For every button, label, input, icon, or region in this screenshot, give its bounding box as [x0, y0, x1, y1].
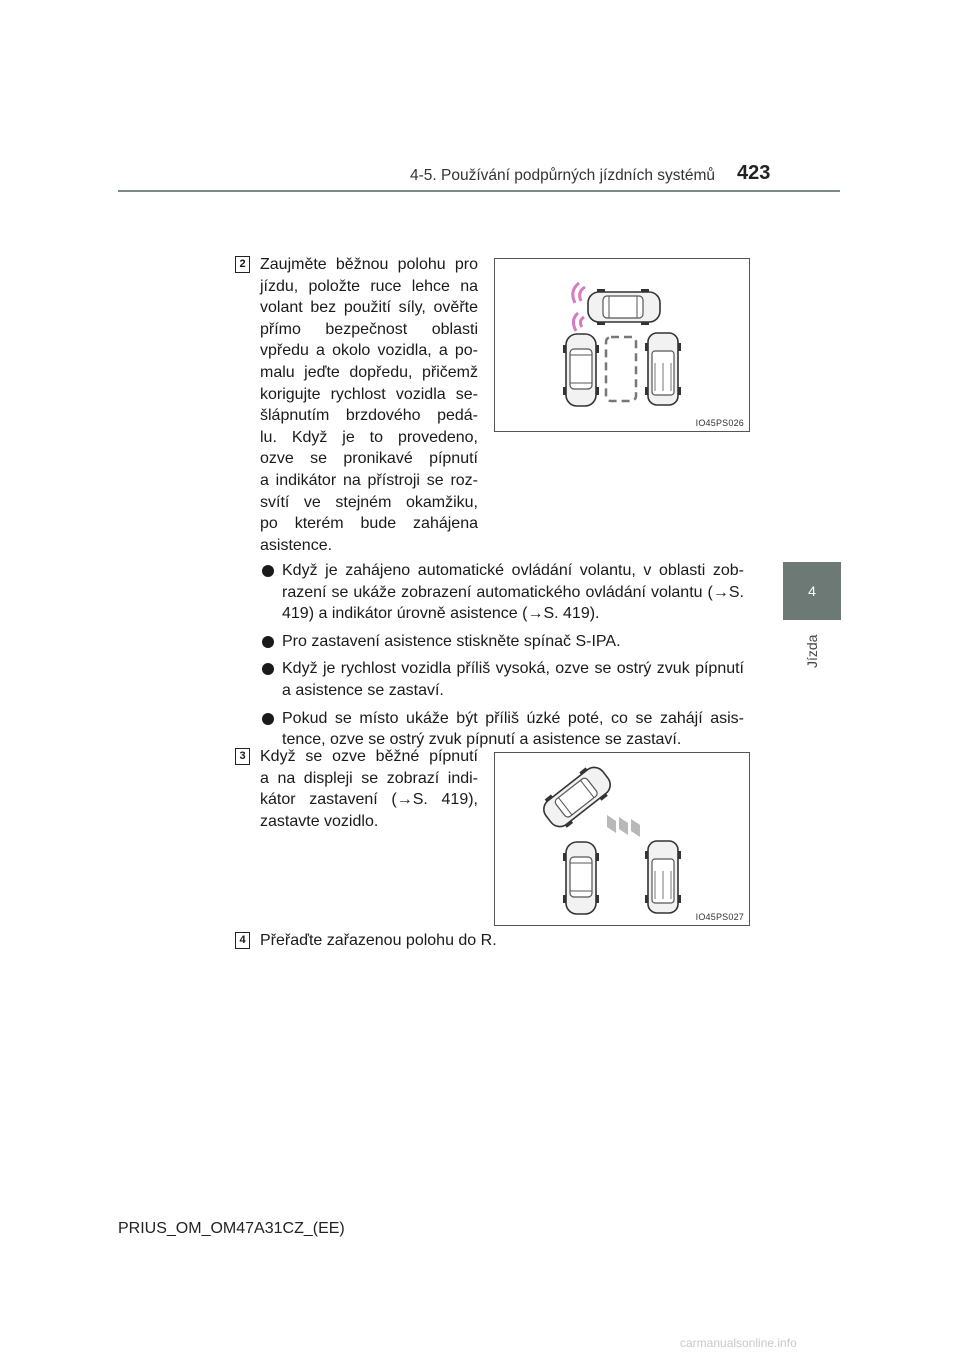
side-tab-number: 4: [783, 562, 841, 620]
step-2-line: vpředu a okolo vozidla, a po-: [260, 342, 478, 360]
step-2-line: a indikátor na přístroji se roz-: [260, 471, 478, 489]
bullet-icon: [262, 663, 274, 675]
figure-code: IO45PS027: [695, 912, 744, 922]
step-2-line: korigujte rychlost vozidla se-: [260, 385, 478, 403]
sensor-indicator-icon: [573, 283, 585, 331]
parked-car-right-icon: [645, 841, 681, 913]
bullet-text: Pokud se místo ukáže být příliš úzké poté, co se zahájí asis-tence, ozve se ostrý zvuk pípnutí a asistence se zastaví.: [282, 709, 744, 749]
step-2-text: [260, 254, 478, 556]
step-2-line: volant bez použití síly, ověřte: [260, 299, 478, 317]
parking-stop-illustration: [495, 753, 749, 925]
list-item: [262, 560, 744, 625]
step-4-number: 4: [235, 932, 250, 949]
step-2-line: malu jeďte dopředu, přičemž: [260, 363, 478, 381]
side-tab-label: [784, 630, 840, 670]
parking-start-illustration: [495, 259, 749, 431]
side-tab-label-text: Jízda: [804, 634, 820, 668]
list-item: [262, 631, 744, 653]
parked-car-left-icon: [563, 334, 599, 406]
step-3-line: zastavte vozidlo.: [260, 812, 379, 830]
step-2-line: jízdu, položte ruce lehce na: [260, 277, 478, 295]
step-2-number: 2: [235, 256, 250, 273]
page-number: 423: [737, 162, 771, 184]
bullet-text: Když je rychlost vozidla příliš vysoká, ozve se ostrý zvuk pípnutí a asistence se zastaví.: [282, 660, 744, 699]
list-item: [262, 658, 744, 701]
step-2-line: asistence.: [260, 536, 333, 554]
footer-doc-id: PRIUS_OM_OM47A31CZ_(EE): [118, 1220, 345, 1237]
figure-parking-start: [494, 258, 750, 432]
step-3-number: 3: [235, 748, 250, 765]
step-3-line: a na displeji se zobrazí indi-: [260, 769, 478, 787]
bullet-icon: [262, 636, 274, 648]
figure-parking-stop: [494, 752, 750, 926]
figure-code: IO45PS026: [695, 418, 744, 428]
list-item: [262, 708, 744, 751]
bullet-icon: [262, 565, 274, 577]
bullet-text: Pro zastavení asistence stiskněte spínač S-IPA.: [282, 632, 621, 650]
motion-arrow-icon: [607, 815, 640, 837]
step-2-line: ozve se pronikavé pípnutí: [260, 450, 478, 468]
parked-car-left-icon: [563, 842, 599, 914]
step-3-line: kátor zastavení (→S. 419),: [260, 791, 478, 809]
step-3-line: Když se ozve běžné pípnutí: [260, 748, 478, 765]
step-2-line: lu. Když je to provedeno,: [260, 428, 478, 446]
step-2-line: šlápnutím brzdového pedá-: [260, 407, 478, 425]
stopped-car-icon: [538, 761, 617, 834]
watermark: carmanualsonline.info: [680, 1336, 797, 1350]
moving-car-icon: [588, 289, 660, 325]
chapter-title: 4-5. Používání podpůrných jízdních systémů: [410, 167, 715, 184]
step-3-text: [260, 746, 478, 832]
parked-car-right-icon: [645, 333, 681, 405]
bullet-icon: [262, 713, 274, 725]
step-2-line: přímo bezpečnost oblasti: [260, 320, 478, 338]
header-rule: [118, 190, 840, 192]
bullet-list: [262, 560, 744, 757]
step-4-text: Přeřaďte zařazenou polohu do R.: [260, 932, 497, 949]
bullet-text: Když je zahájeno automatické ovládání volantu, v oblasti zob-razení se ukáže zobrazení automatického ovládání volantu (→S. 419) a indikátor úrovně asistence (→S. 419).: [282, 562, 744, 623]
step-2-line: po kterém bude zahájena: [260, 515, 478, 533]
step-2-line: svítí ve stejném okamžiku,: [260, 493, 478, 511]
step-2-line: Zaujměte běžnou polohu pro: [260, 256, 478, 273]
